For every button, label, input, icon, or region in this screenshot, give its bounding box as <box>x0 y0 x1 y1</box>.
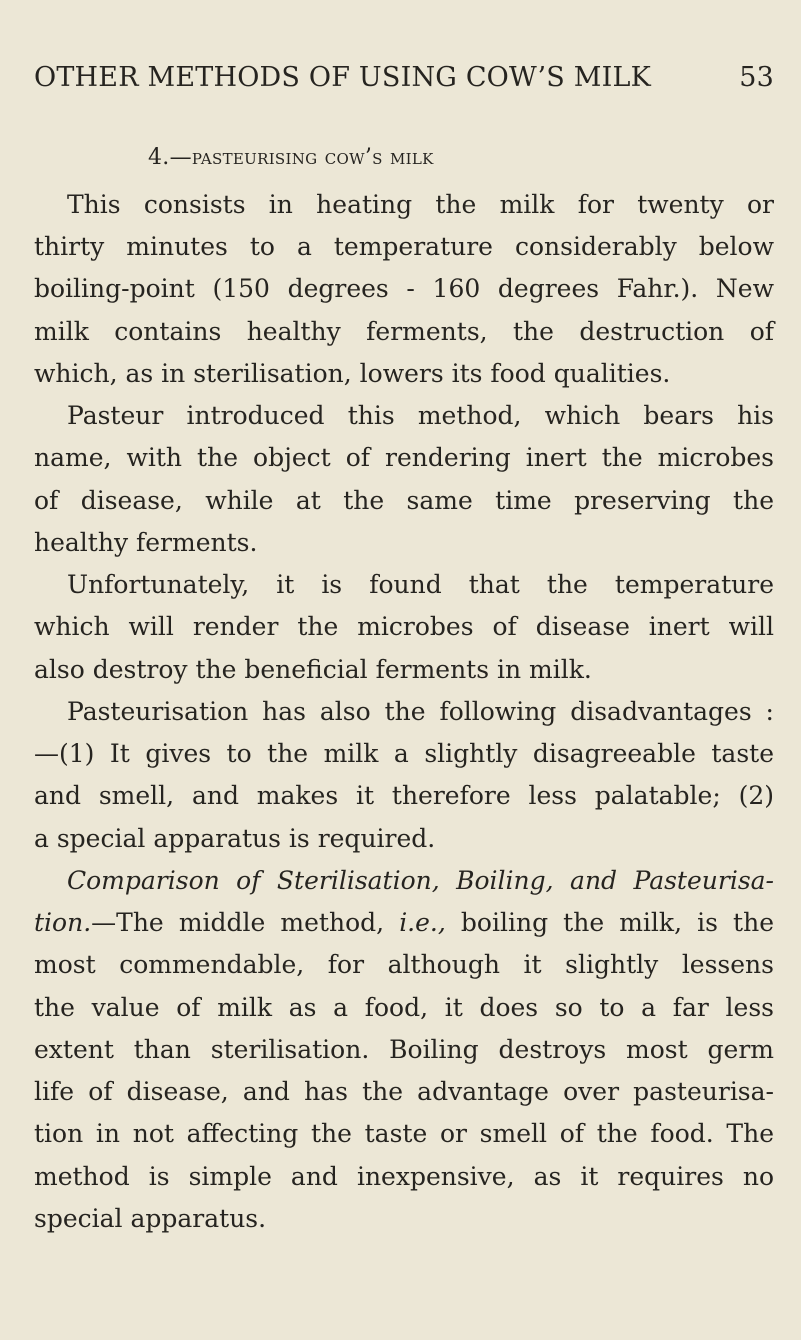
paragraph-line: extent than sterilisation. Boiling destroys most germ <box>34 1035 774 1064</box>
paragraph-line: method is simple and inexpensive, as it requires no <box>34 1162 774 1191</box>
running-head-title: OTHER METHODS OF USING COW’S MILK <box>34 62 651 93</box>
ie-abbreviation: i.e., <box>399 908 446 937</box>
paragraph-line: Unfortunately, it is found that the temperature <box>67 570 774 599</box>
paragraph-line: healthy ferments. <box>34 528 258 557</box>
section-title: pasteurising cow’s milk <box>191 145 434 170</box>
paragraph-line: Pasteur introduced this method, which bears his <box>67 401 774 430</box>
paragraph-line: milk contains healthy ferments, the destruction of <box>34 317 774 346</box>
section-heading <box>148 145 434 170</box>
comparison-heading-end: tion. <box>34 908 92 937</box>
paragraph-line: thirty minutes to a temperature considerably below <box>34 232 774 261</box>
paragraph-line: Pasteurisation has also the following disadvantages : <box>67 697 774 726</box>
running-head <box>34 62 774 102</box>
paragraph-line: special apparatus. <box>34 1204 267 1233</box>
paragraph-line: which, as in sterilisation, lowers its food qualities. <box>34 359 671 388</box>
paragraph-line: of disease, while at the same time preserving the <box>34 486 774 515</box>
paragraph-line: which will render the microbes of disease inert will <box>34 612 774 641</box>
comparison-text: —The middle method, <box>91 908 400 937</box>
page-number: 53 <box>739 62 774 93</box>
comparison-heading: Comparison of Sterilisation, Boiling, and Pasteurisa- <box>67 866 774 895</box>
paragraph-line: name, with the object of rendering inert the microbes <box>34 443 774 472</box>
paragraph-line: a special apparatus is required. <box>34 824 436 853</box>
paragraph-line: boiling-point (150 degrees - 160 degrees Fahr.). New <box>34 274 774 303</box>
paragraph-line: This consists in heating the milk for twenty or <box>67 190 774 219</box>
comparison-text-end: boiling the milk, is the <box>445 908 774 937</box>
paragraph-line: —(1) It gives to the milk a slightly disagreeable taste <box>34 739 774 768</box>
paragraph-line: most commendable, for although it slightly lessens <box>34 950 774 979</box>
paragraph-line: also destroy the beneficial ferments in milk. <box>34 655 592 684</box>
paragraph-line: the value of milk as a food, it does so to a far less <box>34 993 774 1022</box>
paragraph-line: and smell, and makes it therefore less palatable; (2) <box>34 781 774 810</box>
comparison-line <box>34 906 774 940</box>
paragraph-line: tion in not affecting the taste or smell of the food. The <box>34 1119 774 1148</box>
section-number: 4.— <box>148 145 192 170</box>
paragraph-line: life of disease, and has the advantage over pasteurisa- <box>34 1077 774 1106</box>
